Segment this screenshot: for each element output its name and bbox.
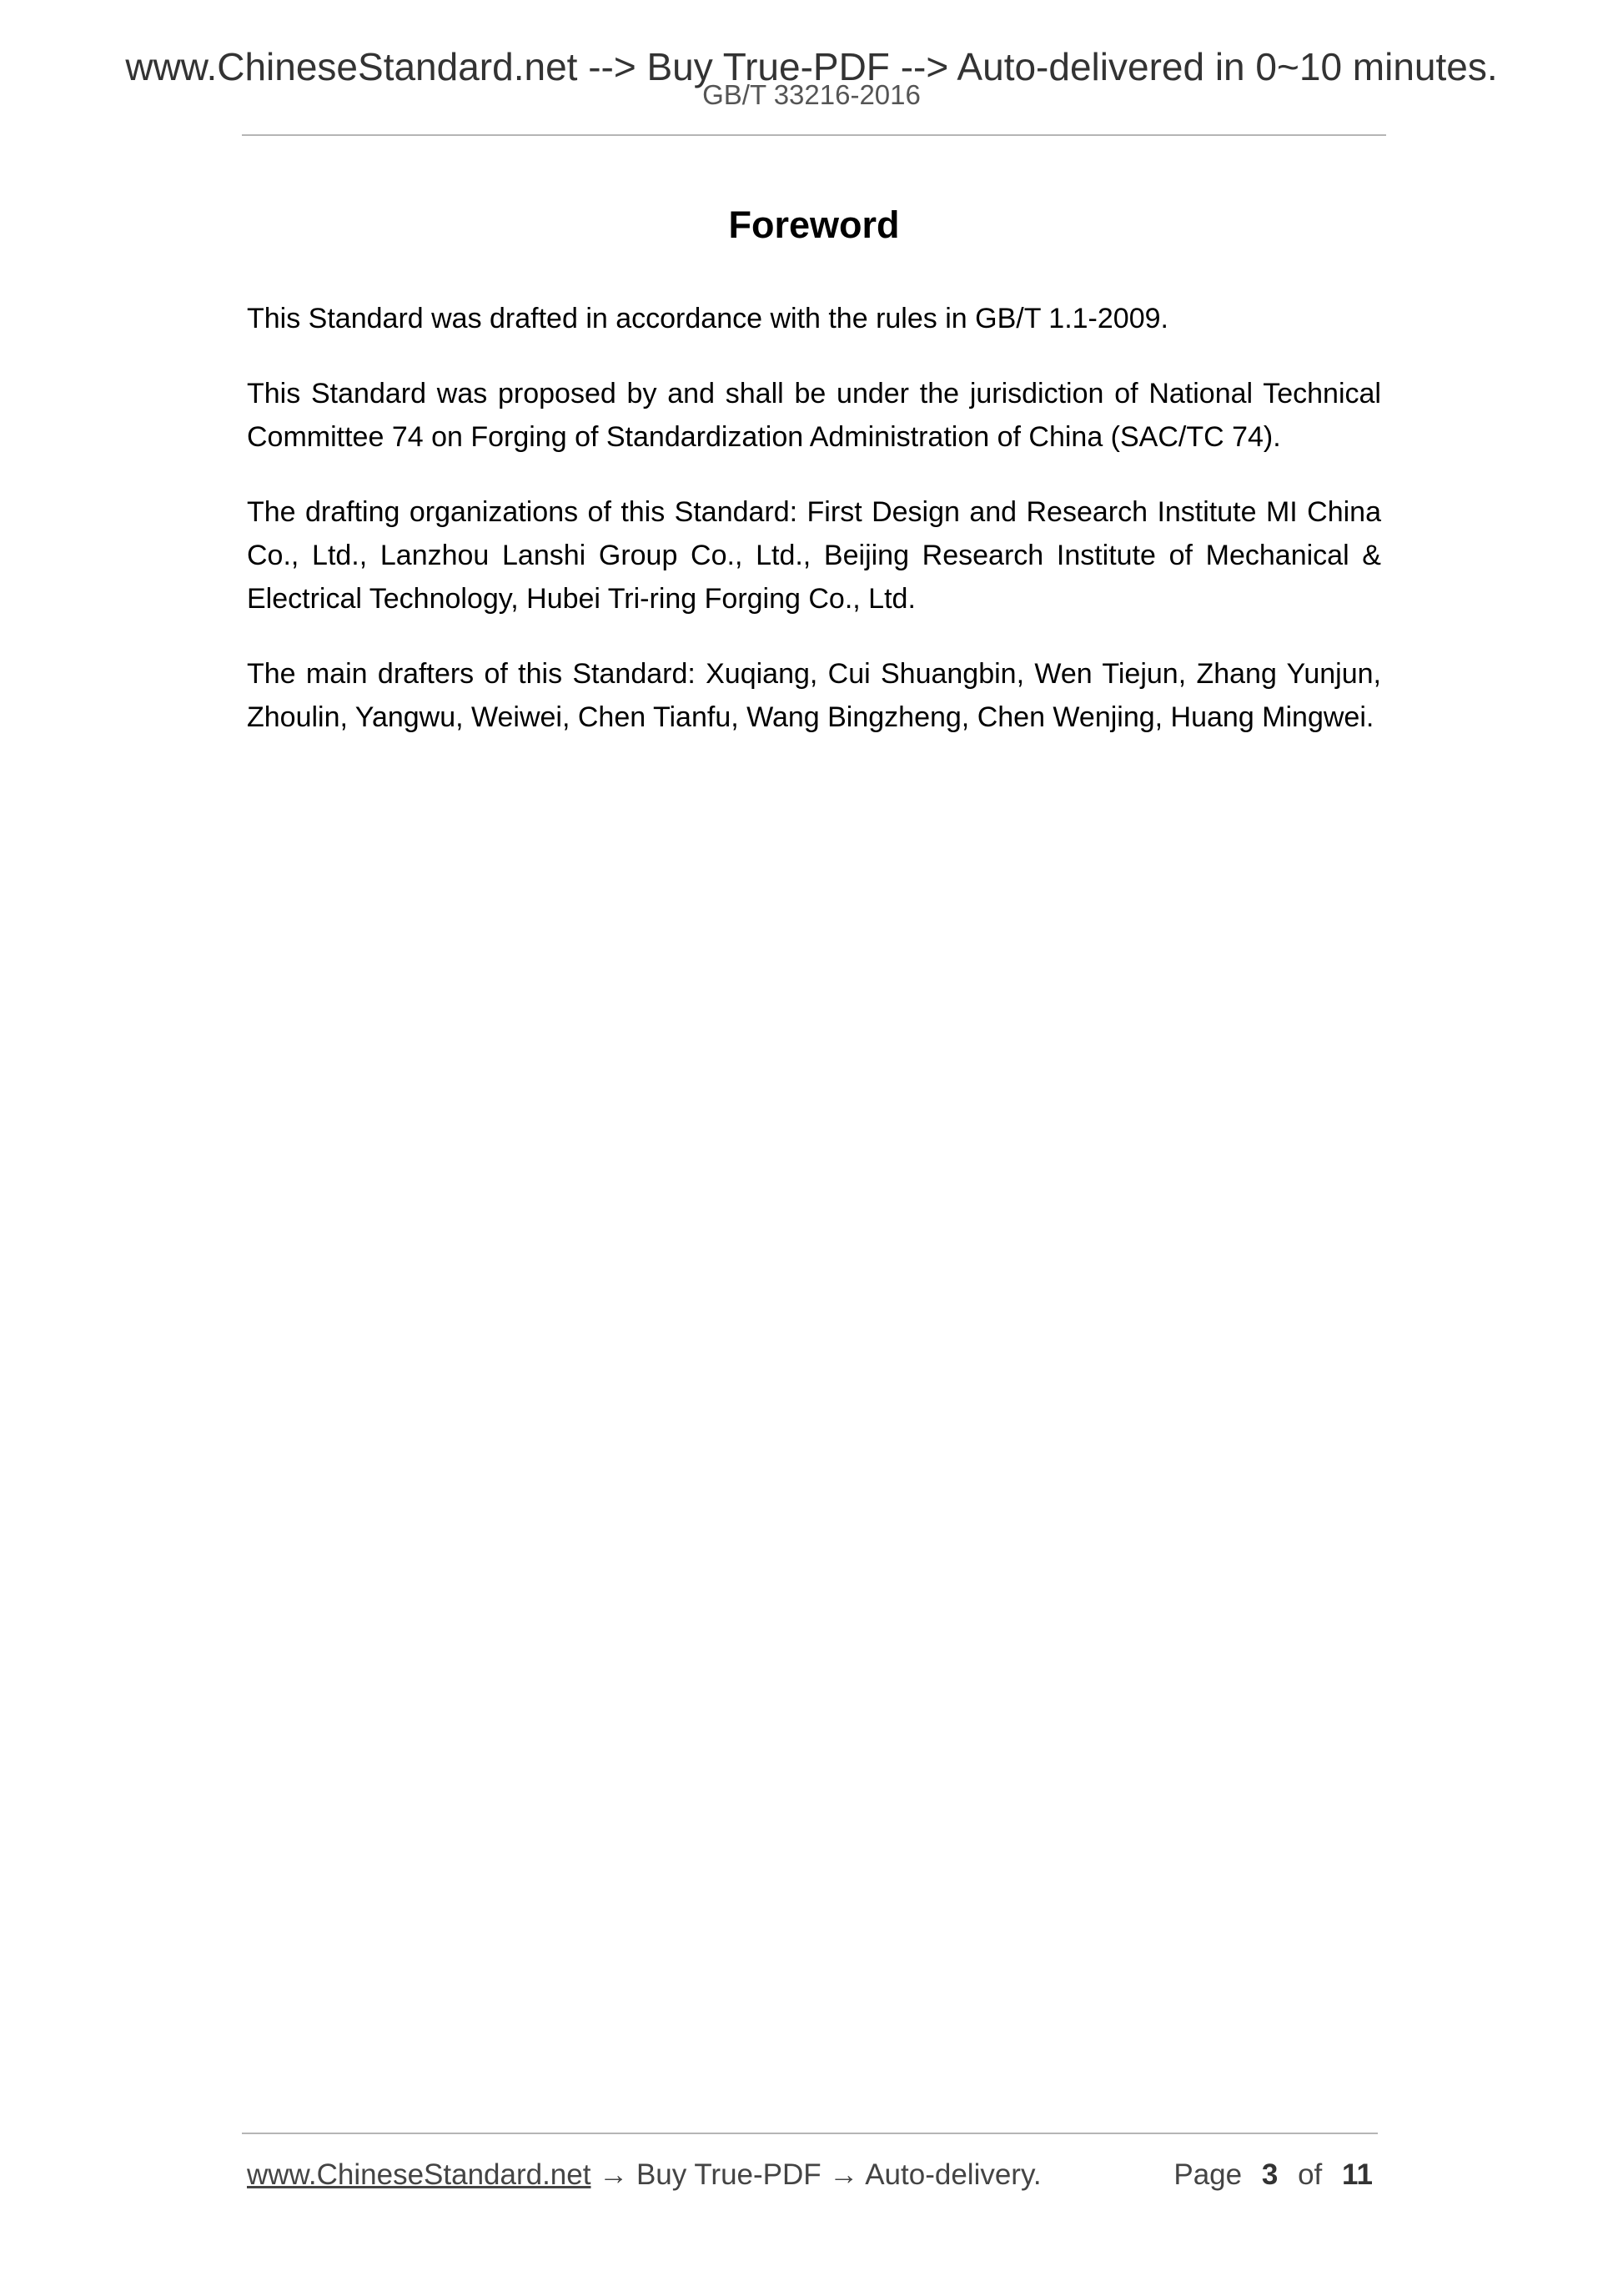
paragraph-main-drafters: The main drafters of this Standard: Xuqiang, Cui Shuangbin, Wen Tiejun, Zhang Yunjun, Zhoulin, Yangwu, Weiwei, Chen Tianfu, Wang Bingzheng, Chen Wenjing, Huang Mingwei. <box>247 658 1381 733</box>
arrow-right-icon: → <box>599 2158 629 2191</box>
page-number <box>1173 2154 1373 2196</box>
standard-code-header: GB/T 33216-2016 <box>702 79 921 110</box>
footer-divider <box>242 2133 1378 2134</box>
footer-website-link[interactable]: www.ChineseStandard.net <box>247 2158 591 2191</box>
watermark-banner: www.ChineseStandard.net --> Buy True-PDF --> Auto-delivered in 0~10 minutes. <box>125 45 1498 88</box>
header-divider <box>242 134 1386 136</box>
page-of-label: of <box>1298 2158 1323 2191</box>
footer-delivery-text: Auto-delivery. <box>865 2158 1042 2191</box>
paragraph-drafting-organizations: The drafting organizations of this Standard: First Design and Research Institute MI China Co., Ltd., Lanzhou Lanshi Group Co., Ltd., Beijing Research Institute of Mechanical & Electrical Technology, Hubei Tri-ring Forging Co., Ltd. <box>247 496 1381 615</box>
arrow-right-icon: → <box>829 2158 859 2191</box>
footer-buy-text: Buy True-PDF <box>636 2158 822 2191</box>
page-footer <box>247 2154 1373 2196</box>
page-content <box>247 200 1381 771</box>
paragraph-drafting-rules: This Standard was drafted in accordance with the rules in GB/T 1.1-2009. <box>247 303 1168 334</box>
page-label: Page <box>1173 2158 1243 2191</box>
paragraph-jurisdiction: This Standard was proposed by and shall be under the jurisdiction of National Technical Committee 74 on Forging of Standardization Administration of China (SAC/TC 74). <box>247 378 1381 453</box>
footer-promo <box>247 2154 1042 2196</box>
page-current: 3 <box>1261 2158 1279 2191</box>
page-total: 11 <box>1342 2158 1373 2191</box>
page-title: Foreword <box>728 203 900 246</box>
